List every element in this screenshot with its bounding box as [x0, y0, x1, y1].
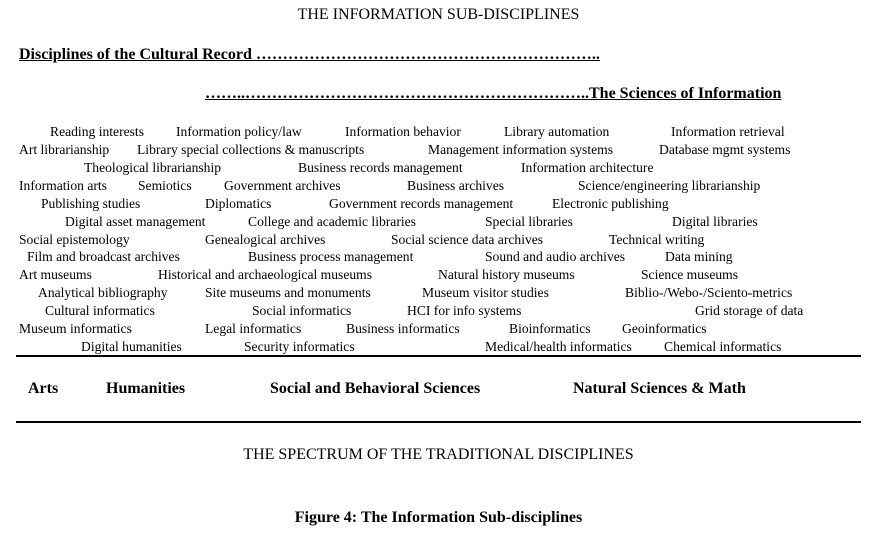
subdiscipline-term: Analytical bibliography [38, 285, 168, 300]
subdiscipline-term: Chemical informatics [664, 339, 782, 354]
subdiscipline-term: Social informatics [252, 303, 352, 318]
subdiscipline-term: Electronic publishing [552, 196, 669, 211]
subdiscipline-term: Theological librarianship [84, 160, 222, 175]
subdiscipline-term: Science museums [641, 267, 739, 282]
subdiscipline-term: Semiotics [138, 178, 192, 193]
subdiscipline-term: Information policy/law [176, 124, 302, 139]
subdiscipline-term: Legal informatics [205, 321, 302, 336]
subdiscipline-term: Digital asset management [65, 214, 206, 229]
spectrum-label-natural-sciences: Natural Sciences & Math [573, 380, 746, 397]
spectrum-title: THE SPECTRUM OF THE TRADITIONAL DISCIPLINES [243, 446, 634, 463]
subdiscipline-term: Historical and archaeological museums [158, 267, 373, 282]
subdiscipline-term: Genealogical archives [205, 232, 326, 247]
spectrum-bottom-rule [16, 421, 861, 423]
subdiscipline-term: Information architecture [521, 160, 654, 175]
subdiscipline-term: Museum informatics [19, 321, 132, 336]
subdiscipline-term: Database mgmt systems [659, 142, 791, 157]
subdiscipline-term: Natural history museums [438, 267, 575, 282]
subdiscipline-term: Social science data archives [391, 232, 544, 247]
subdiscipline-term: Biblio-/Webo-/Sciento-metrics [625, 285, 793, 300]
subdiscipline-term: Information arts [19, 178, 107, 193]
subdiscipline-term: Digital humanities [81, 339, 182, 354]
subdiscipline-term: Science/engineering librarianship [578, 178, 761, 193]
subdiscipline-term: Library special collections & manuscripts [137, 142, 365, 157]
spectrum-label-arts: Arts [28, 380, 59, 397]
subdiscipline-term: Management information systems [428, 142, 613, 157]
spectrum-top-rule [16, 355, 861, 357]
subdiscipline-term: Art museums [19, 267, 92, 282]
subdiscipline-term: Bioinformatics [509, 321, 591, 336]
subdiscipline-term: Government records management [329, 196, 514, 211]
subdiscipline-term: Technical writing [609, 232, 705, 247]
subdiscipline-term: Sound and audio archives [485, 249, 626, 264]
subdiscipline-term: Digital libraries [672, 214, 758, 229]
subdiscipline-term: Business informatics [346, 321, 460, 336]
subdiscipline-term: Information retrieval [671, 124, 785, 139]
spectrum-label-humanities: Humanities [106, 380, 186, 397]
diagram-title: THE INFORMATION SUB-DISCIPLINES [297, 6, 580, 23]
subdiscipline-term: Diplomatics [205, 196, 272, 211]
cultural-record-label: Disciplines of the Cultural Record ……………………………………………………….. [19, 46, 600, 63]
subdiscipline-term: Social epistemology [19, 232, 130, 247]
subdiscipline-term: Library automation [504, 124, 610, 139]
subdiscipline-term: Special libraries [485, 214, 573, 229]
subdiscipline-term: Cultural informatics [45, 303, 155, 318]
subdiscipline-term: Information behavior [345, 124, 461, 139]
subdiscipline-term: Business process management [248, 249, 414, 264]
subdiscipline-term: Reading interests [50, 124, 145, 139]
subdiscipline-term: Publishing studies [41, 196, 141, 211]
subdiscipline-term: Government archives [224, 178, 341, 193]
subdiscipline-term: Art librarianship [19, 142, 110, 157]
figure-caption: Figure 4: The Information Sub-disciplines [294, 509, 583, 526]
subdiscipline-term: College and academic libraries [248, 214, 416, 229]
subdiscipline-term: Medical/health informatics [485, 339, 632, 354]
subdiscipline-term: Film and broadcast archives [27, 249, 180, 264]
subdiscipline-term: Grid storage of data [695, 303, 804, 318]
subdiscipline-term: Site museums and monuments [205, 285, 371, 300]
subdiscipline-term: Business records management [298, 160, 463, 175]
subdiscipline-term: HCI for info systems [407, 303, 522, 318]
subdiscipline-term: Geoinformatics [622, 321, 707, 336]
sciences-of-information-label: ……..………………………………………………………..The Sciences of Information [205, 85, 782, 102]
subdiscipline-term: Security informatics [244, 339, 355, 354]
spectrum-label-social-behavioral: Social and Behavioral Sciences [270, 380, 481, 397]
subdiscipline-term: Data mining [665, 249, 733, 264]
subdiscipline-term: Museum visitor studies [422, 285, 549, 300]
subdiscipline-term: Business archives [407, 178, 505, 193]
